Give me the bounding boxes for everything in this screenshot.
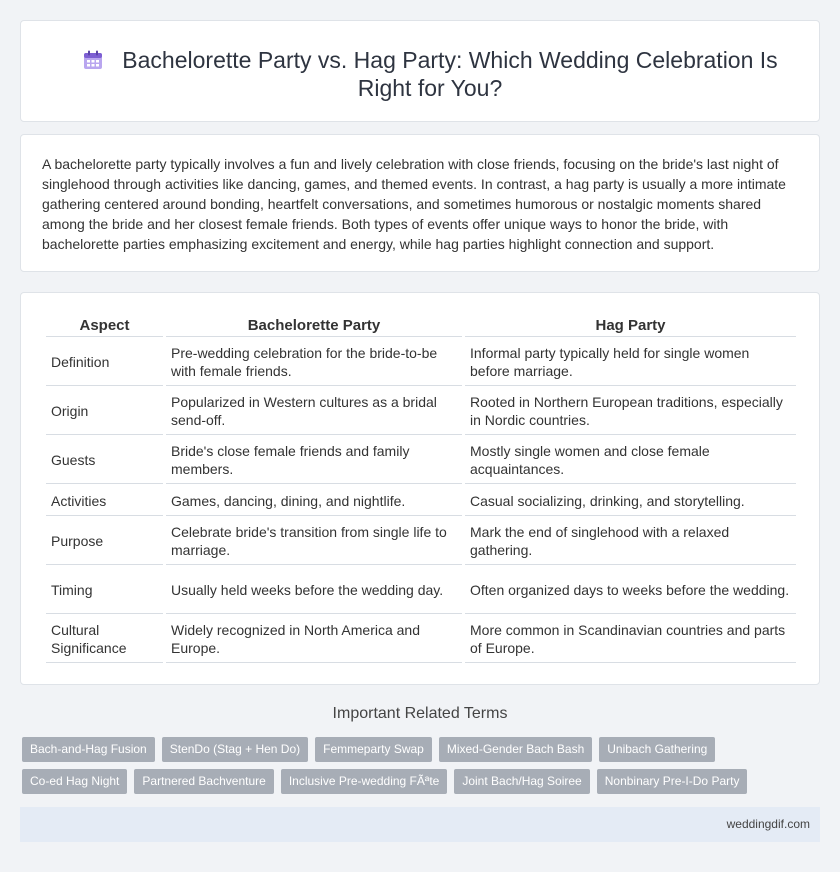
row-aspect: Cultural Significance [46, 616, 163, 663]
row-bachelorette: Pre-wedding celebration for the bride-to-be with female friends. [166, 339, 462, 386]
row-aspect: Definition [46, 339, 163, 386]
row-bachelorette: Widely recognized in North America and Europe. [166, 616, 462, 663]
footer [20, 807, 820, 842]
header-aspect: Aspect [46, 315, 163, 337]
table-row [46, 518, 796, 565]
row-bachelorette: Bride's close female friends and family members. [166, 437, 462, 484]
table-row [46, 486, 796, 516]
footer-site-link[interactable]: weddingdif.com [726, 817, 810, 831]
comparison-table [43, 313, 799, 665]
table-row [46, 567, 796, 614]
table-row [46, 339, 796, 386]
related-term-tag[interactable]: Femmeparty Swap [315, 737, 432, 762]
intro-paragraph: A bachelorette party typically involves a fun and lively celebration with close friends, focusing on the bride's last night of singlehood through activities like dancing, games, and themed events. In contrast, a hag party is usually a more intimate gathering centered around bonding, heartfelt conversations, and sometimes humorous or nostalgic moments shared among the bride and her closest female friends. Both types of events offer unique ways to honor the bride, with bachelorette parties emphasizing excitement and energy, while hag parties highlight connection and support. [42, 156, 786, 252]
related-term-tag[interactable]: Unibach Gathering [599, 737, 715, 762]
related-term-tag[interactable]: Partnered Bachventure [134, 769, 273, 794]
related-term-tag[interactable]: StenDo (Stag + Hen Do) [162, 737, 308, 762]
row-hag: Rooted in Northern European traditions, especially in Nordic countries. [465, 388, 796, 435]
related-term-tag[interactable]: Nonbinary Pre-I-Do Party [597, 769, 748, 794]
page-title-text: Bachelorette Party vs. Hag Party: Which Wedding Celebration Is Right for You? [122, 47, 778, 101]
page-title [61, 46, 799, 102]
row-hag: Often organized days to weeks before the wedding. [465, 567, 796, 614]
table-header-row [46, 315, 796, 337]
row-aspect: Timing [46, 567, 163, 614]
related-term-tag[interactable]: Joint Bach/Hag Soiree [454, 769, 589, 794]
row-aspect: Activities [46, 486, 163, 516]
row-hag: More common in Scandinavian countries and parts of Europe. [465, 616, 796, 663]
related-terms-list [22, 737, 822, 794]
header-bachelorette: Bachelorette Party [166, 315, 462, 337]
comparison-card [20, 292, 820, 685]
row-hag: Casual socializing, drinking, and storytelling. [465, 486, 796, 516]
row-bachelorette: Games, dancing, dining, and nightlife. [166, 486, 462, 516]
row-bachelorette: Usually held weeks before the wedding day. [166, 567, 462, 614]
related-term-tag[interactable]: Bach-and-Hag Fusion [22, 737, 155, 762]
related-terms-title: Important Related Terms [332, 705, 508, 722]
header-hag: Hag Party [465, 315, 796, 337]
row-aspect: Purpose [46, 518, 163, 565]
row-hag: Mark the end of singlehood with a relaxed gathering. [465, 518, 796, 565]
row-aspect: Origin [46, 388, 163, 435]
table-row [46, 437, 796, 484]
intro-card [20, 134, 820, 272]
row-hag: Mostly single women and close female acquaintances. [465, 437, 796, 484]
related-term-tag[interactable]: Mixed-Gender Bach Bash [439, 737, 592, 762]
row-bachelorette: Popularized in Western cultures as a bridal send-off. [166, 388, 462, 435]
table-row [46, 616, 796, 663]
related-term-tag[interactable]: Co-ed Hag Night [22, 769, 127, 794]
row-hag: Informal party typically held for single women before marriage. [465, 339, 796, 386]
related-term-tag[interactable]: Inclusive Pre-wedding FÃªte [281, 769, 448, 794]
calendar-icon [82, 49, 104, 71]
row-aspect: Guests [46, 437, 163, 484]
table-row [46, 388, 796, 435]
header-card [20, 20, 820, 122]
row-bachelorette: Celebrate bride's transition from single life to marriage. [166, 518, 462, 565]
